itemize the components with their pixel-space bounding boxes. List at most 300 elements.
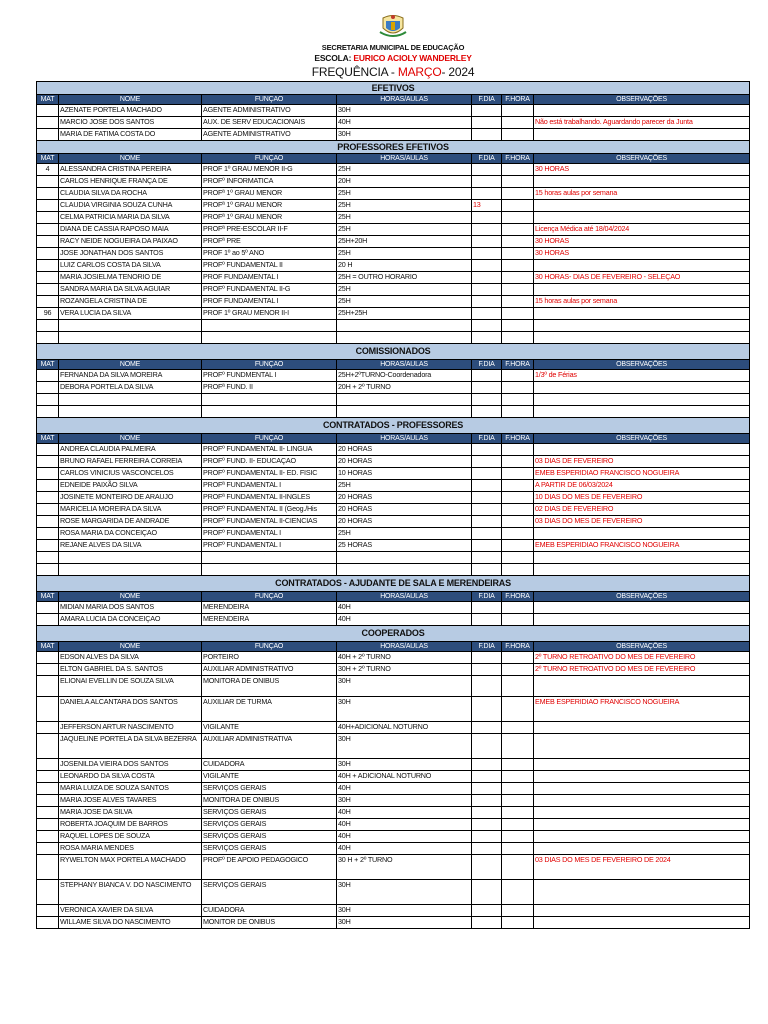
- cell-fhora: [502, 614, 534, 626]
- cell-fdia: [472, 370, 502, 382]
- cell-funcao: PROFº FUNDMENTAL I: [202, 370, 337, 382]
- column-header-nome: NOME: [59, 95, 202, 105]
- cell-fhora: [502, 370, 534, 382]
- column-header-obs: OBSERVAÇÕES: [534, 95, 750, 105]
- cell-nome: JEFFERSON ARTUR NASCIMENTO: [59, 722, 202, 734]
- cell-obs: 15 horas aulas por semana: [534, 188, 750, 200]
- cell-funcao: [202, 552, 337, 564]
- cell-mat: [37, 406, 59, 418]
- cell-horas: 25H: [337, 480, 472, 492]
- cell-fdia: [472, 212, 502, 224]
- cell-fhora: [502, 129, 534, 141]
- cell-fhora: [502, 516, 534, 528]
- column-header-row: [37, 592, 750, 602]
- cell-fhora: [502, 492, 534, 504]
- column-header-row: [37, 642, 750, 652]
- column-header-mat: MAT: [37, 592, 59, 602]
- cell-fhora: [502, 332, 534, 344]
- cell-horas: [337, 320, 472, 332]
- cell-fhora: [502, 795, 534, 807]
- cell-nome: LUIZ CARLOS COSTA DA SILVA: [59, 260, 202, 272]
- cell-funcao: PROFº FUNDAMENTAL I: [202, 540, 337, 552]
- cell-horas: 20 HORAS: [337, 516, 472, 528]
- cell-obs: [534, 394, 750, 406]
- cell-mat: [37, 880, 59, 905]
- cell-horas: 40H + 2º TURNO: [337, 652, 472, 664]
- cell-fhora: [502, 676, 534, 697]
- column-header-mat: MAT: [37, 360, 59, 370]
- cell-funcao: PROFº DE APOIO PEDAGOGICO: [202, 855, 337, 880]
- table-row: [37, 614, 750, 626]
- section-title-row: [37, 626, 750, 642]
- column-header-nome: NOME: [59, 154, 202, 164]
- cell-funcao: PROFº FUNDAMENTAL II: [202, 260, 337, 272]
- cell-horas: [337, 552, 472, 564]
- cell-mat: [37, 602, 59, 614]
- section-title: EFETIVOS: [37, 82, 750, 95]
- column-header-fhora: F.HORA: [502, 642, 534, 652]
- cell-fdia: [472, 759, 502, 771]
- cell-nome: VERA LUCIA DA SILVA: [59, 308, 202, 320]
- cell-nome: ANDREA CLAUDIA PALMEIRA: [59, 444, 202, 456]
- cell-horas: 40H+ADICIONAL NOTURNO: [337, 722, 472, 734]
- cell-fdia: [472, 117, 502, 129]
- cell-fdia: [472, 676, 502, 697]
- cell-fhora: [502, 164, 534, 176]
- cell-fhora: [502, 212, 534, 224]
- cell-obs: [534, 759, 750, 771]
- table-row: [37, 320, 750, 332]
- column-header-nome: NOME: [59, 360, 202, 370]
- cell-fdia: [472, 406, 502, 418]
- cell-fhora: [502, 855, 534, 880]
- cell-horas: 20 H: [337, 260, 472, 272]
- cell-funcao: PROFº FUNDAMENTAL II-G: [202, 284, 337, 296]
- cell-horas: [337, 406, 472, 418]
- cell-mat: [37, 284, 59, 296]
- cell-funcao: [202, 320, 337, 332]
- cell-fdia: [472, 783, 502, 795]
- cell-mat: [37, 444, 59, 456]
- cell-obs: [534, 602, 750, 614]
- cell-obs: A PARTIR DE 06/03/2024: [534, 480, 750, 492]
- cell-nome: DEBORA PORTELA DA SILVA: [59, 382, 202, 394]
- cell-horas: 30 H + 2º TURNO: [337, 855, 472, 880]
- cell-fdia: [472, 176, 502, 188]
- column-header-fdia: F.DIA: [472, 642, 502, 652]
- cell-fdia: [472, 652, 502, 664]
- cell-horas: 40H: [337, 117, 472, 129]
- cell-horas: 40H + ADICIONAL NOTURNO: [337, 771, 472, 783]
- cell-funcao: PROFº INFORMATICA: [202, 176, 337, 188]
- attendance-sheet: [36, 14, 749, 929]
- cell-fdia: [472, 468, 502, 480]
- cell-funcao: PROFº FUNDAMENTAL II (Geog./His: [202, 504, 337, 516]
- column-header-fdia: F.DIA: [472, 360, 502, 370]
- cell-obs: [534, 332, 750, 344]
- cell-funcao: PROFª FUNDAMENTAL I: [202, 480, 337, 492]
- cell-fhora: [502, 468, 534, 480]
- cell-fhora: [502, 284, 534, 296]
- table-row: [37, 468, 750, 480]
- cell-funcao: [202, 406, 337, 418]
- cell-fdia: [472, 540, 502, 552]
- cell-funcao: PROFª 1º GRAU MENOR: [202, 212, 337, 224]
- frequency-table: [36, 14, 750, 929]
- cell-mat: [37, 540, 59, 552]
- column-header-obs: OBSERVAÇÕES: [534, 642, 750, 652]
- cell-fhora: [502, 480, 534, 492]
- table-row: [37, 212, 750, 224]
- cell-funcao: PROFª FUNDAMENTAL II-INGLES: [202, 492, 337, 504]
- table-row: [37, 652, 750, 664]
- cell-obs: [534, 260, 750, 272]
- section-title: PROFESSORES EFETIVOS: [37, 141, 750, 154]
- cell-horas: [337, 564, 472, 576]
- cell-funcao: [202, 394, 337, 406]
- cell-fhora: [502, 652, 534, 664]
- column-header-horas: HORAS/AULAS: [337, 642, 472, 652]
- cell-mat: [37, 676, 59, 697]
- cell-fdia: 13: [472, 200, 502, 212]
- cell-obs: [534, 831, 750, 843]
- cell-fhora: [502, 200, 534, 212]
- table-row: [37, 105, 750, 117]
- cell-funcao: SERVIÇOS GERAIS: [202, 783, 337, 795]
- cell-mat: [37, 176, 59, 188]
- cell-fdia: [472, 382, 502, 394]
- cell-obs: [534, 905, 750, 917]
- cell-horas: 25H+20H: [337, 236, 472, 248]
- cell-horas: 25H: [337, 188, 472, 200]
- column-header-funcao: FUNÇAO: [202, 434, 337, 444]
- cell-obs: 03 DIAS DO MES DE FEVEREIRO DE 2024: [534, 855, 750, 880]
- cell-horas: 25H: [337, 248, 472, 260]
- cell-obs: EMEB ESPERIDIAO FRANCISCO NOGUEIRA: [534, 540, 750, 552]
- cell-fdia: [472, 831, 502, 843]
- cell-funcao: AUXILIAR DE TURMA: [202, 697, 337, 722]
- cell-funcao: AUXILIAR ADMINISTRATIVA: [202, 734, 337, 759]
- cell-nome: AZENATE PORTELA MACHADO: [59, 105, 202, 117]
- cell-fhora: [502, 406, 534, 418]
- cell-fdia: [472, 105, 502, 117]
- table-row: [37, 831, 750, 843]
- cell-fdia: [472, 444, 502, 456]
- cell-fhora: [502, 272, 534, 284]
- cell-fdia: [472, 164, 502, 176]
- cell-funcao: VIGILANTE: [202, 722, 337, 734]
- cell-funcao: [202, 332, 337, 344]
- cell-obs: 30 HORAS- DIAS DE FEVEREIRO - SELEÇAO: [534, 272, 750, 284]
- cell-fdia: [472, 664, 502, 676]
- cell-horas: 40H: [337, 819, 472, 831]
- table-row: [37, 905, 750, 917]
- column-header-row: [37, 434, 750, 444]
- cell-obs: 15 horas aulas por semana: [534, 296, 750, 308]
- section-title-row: [37, 82, 750, 95]
- cell-funcao: PROFª PRE: [202, 236, 337, 248]
- column-header-funcao: FUNÇAO: [202, 360, 337, 370]
- secretaria-title: SECRETARIA MUNICIPAL DE EDUCAÇÃO: [321, 43, 465, 52]
- cell-horas: 25 HORAS: [337, 540, 472, 552]
- cell-mat: [37, 652, 59, 664]
- cell-funcao: VIGILANTE: [202, 771, 337, 783]
- cell-funcao: SERVIÇOS GERAIS: [202, 880, 337, 905]
- column-header-nome: NOME: [59, 434, 202, 444]
- cell-nome: EDSON ALVES DA SILVA: [59, 652, 202, 664]
- cell-horas: 25H: [337, 164, 472, 176]
- column-header-obs: OBSERVAÇÕES: [534, 592, 750, 602]
- cell-horas: 30H: [337, 795, 472, 807]
- section-title: CONTRATADOS - AJUDANTE DE SALA E MERENDEIRAS: [37, 576, 750, 592]
- cell-nome: ROZANGELA CRISTINA DE: [59, 296, 202, 308]
- cell-obs: [534, 734, 750, 759]
- cell-mat: [37, 456, 59, 468]
- cell-mat: [37, 843, 59, 855]
- cell-mat: [37, 492, 59, 504]
- cell-horas: 40H: [337, 602, 472, 614]
- section-title-row: [37, 141, 750, 154]
- cell-obs: [534, 807, 750, 819]
- column-header-fdia: F.DIA: [472, 95, 502, 105]
- cell-obs: [534, 795, 750, 807]
- cell-nome: SANDRA MARIA DA SILVA AGUIAR: [59, 284, 202, 296]
- cell-nome: JOSINETE MONTEIRO DE ARAUJO: [59, 492, 202, 504]
- cell-funcao: MONITORA DE ONIBUS: [202, 795, 337, 807]
- cell-fhora: [502, 188, 534, 200]
- cell-fhora: [502, 807, 534, 819]
- table-row: [37, 272, 750, 284]
- cell-nome: JOSENILDA VIEIRA DOS SANTOS: [59, 759, 202, 771]
- cell-nome: CLAUDIA SILVA DA ROCHA: [59, 188, 202, 200]
- cell-fdia: [472, 614, 502, 626]
- cell-nome: EDNEIDE PAIXÃO SILVA: [59, 480, 202, 492]
- cell-obs: [534, 676, 750, 697]
- table-row: [37, 284, 750, 296]
- cell-fhora: [502, 819, 534, 831]
- cell-fdia: [472, 819, 502, 831]
- cell-mat: [37, 200, 59, 212]
- table-row: [37, 308, 750, 320]
- cell-mat: [37, 807, 59, 819]
- cell-mat: [37, 528, 59, 540]
- table-row: [37, 843, 750, 855]
- table-row: [37, 480, 750, 492]
- cell-mat: [37, 564, 59, 576]
- cell-fdia: [472, 855, 502, 880]
- column-header-horas: HORAS/AULAS: [337, 592, 472, 602]
- cell-horas: [337, 394, 472, 406]
- cell-funcao: CUIDADORA: [202, 905, 337, 917]
- cell-fdia: [472, 320, 502, 332]
- cell-mat: [37, 260, 59, 272]
- cell-funcao: MONITOR DE ONIBUS: [202, 917, 337, 929]
- cell-funcao: PROF FUNDAMENTAL I: [202, 272, 337, 284]
- cell-fhora: [502, 528, 534, 540]
- cell-horas: 20H: [337, 176, 472, 188]
- table-row: [37, 236, 750, 248]
- cell-funcao: SERVIÇOS GERAIS: [202, 831, 337, 843]
- table-row: [37, 552, 750, 564]
- cell-mat: [37, 504, 59, 516]
- cell-obs: [534, 105, 750, 117]
- cell-obs: 30 HORAS: [534, 236, 750, 248]
- column-header-fdia: F.DIA: [472, 592, 502, 602]
- cell-mat: [37, 917, 59, 929]
- cell-nome: CELMA PATRICIA MARIA DA SILVA: [59, 212, 202, 224]
- cell-funcao: PROFª 1º GRAU MENOR: [202, 200, 337, 212]
- column-header-nome: NOME: [59, 592, 202, 602]
- cell-obs: [534, 382, 750, 394]
- cell-mat: [37, 105, 59, 117]
- cell-obs: [534, 564, 750, 576]
- cell-fdia: [472, 129, 502, 141]
- cell-nome: MARIA JOSE DA SILVA: [59, 807, 202, 819]
- cell-funcao: PROFª FUND. II: [202, 382, 337, 394]
- cell-mat: [37, 795, 59, 807]
- cell-nome: REJANE ALVES DA SILVA: [59, 540, 202, 552]
- cell-fhora: [502, 564, 534, 576]
- cell-fdia: [472, 528, 502, 540]
- table-row: [37, 406, 750, 418]
- cell-obs: [534, 917, 750, 929]
- table-row: [37, 164, 750, 176]
- cell-fhora: [502, 771, 534, 783]
- cell-nome: MIDIAN MARIA DOS SANTOS: [59, 602, 202, 614]
- table-row: [37, 456, 750, 468]
- cell-nome: [59, 406, 202, 418]
- coat-of-arms-icon: [378, 14, 408, 40]
- cell-mat: [37, 394, 59, 406]
- cell-mat: [37, 552, 59, 564]
- cell-horas: 20 HORAS: [337, 444, 472, 456]
- section-title-row: [37, 576, 750, 592]
- table-row: [37, 394, 750, 406]
- cell-fdia: [472, 332, 502, 344]
- cell-funcao: AGENTE ADMINISTRATIVO: [202, 129, 337, 141]
- cell-mat: [37, 117, 59, 129]
- cell-horas: 25H: [337, 224, 472, 236]
- cell-nome: MARIA JOSE ALVES TAVARES: [59, 795, 202, 807]
- cell-fhora: [502, 831, 534, 843]
- cell-fhora: [502, 880, 534, 905]
- cell-horas: 30H: [337, 880, 472, 905]
- cell-obs: 30 HORAS: [534, 164, 750, 176]
- cell-fdia: [472, 905, 502, 917]
- cell-obs: [534, 176, 750, 188]
- cell-nome: MARCIO JOSE DOS SANTOS: [59, 117, 202, 129]
- cell-nome: ROSE MARGARIDA DE ANDRADE: [59, 516, 202, 528]
- table-row: [37, 771, 750, 783]
- cell-nome: [59, 552, 202, 564]
- cell-funcao: SERVIÇOS GERAIS: [202, 843, 337, 855]
- cell-fhora: [502, 320, 534, 332]
- cell-mat: [37, 831, 59, 843]
- cell-mat: [37, 664, 59, 676]
- cell-horas: 25H+25H: [337, 308, 472, 320]
- cell-fdia: [472, 516, 502, 528]
- section-title: COOPERADOS: [37, 626, 750, 642]
- page-title: FREQUÊNCIA - MARÇO- 2024: [311, 65, 475, 79]
- column-header-fdia: F.DIA: [472, 154, 502, 164]
- table-row: [37, 248, 750, 260]
- table-row: [37, 855, 750, 880]
- cell-fhora: [502, 176, 534, 188]
- column-header-row: [37, 154, 750, 164]
- cell-obs: 03 DIAS DE FEVEREIRO: [534, 456, 750, 468]
- cell-fhora: [502, 248, 534, 260]
- cell-obs: Licença Médica até 18/04/2024: [534, 224, 750, 236]
- cell-fhora: [502, 843, 534, 855]
- cell-nome: RAQUEL LOPES DE SOUZA: [59, 831, 202, 843]
- table-row: [37, 117, 750, 129]
- cell-horas: 20H + 2º TURNO: [337, 382, 472, 394]
- cell-mat: [37, 382, 59, 394]
- cell-horas: 30H: [337, 105, 472, 117]
- cell-horas: 25H: [337, 212, 472, 224]
- table-row: [37, 504, 750, 516]
- cell-mat: [37, 188, 59, 200]
- cell-fhora: [502, 783, 534, 795]
- cell-horas: 30H: [337, 917, 472, 929]
- cell-nome: RACY NEIDE NOGUEIRA DA PAIXAO: [59, 236, 202, 248]
- column-header-row: [37, 95, 750, 105]
- column-header-horas: HORAS/AULAS: [337, 95, 472, 105]
- cell-fdia: [472, 236, 502, 248]
- cell-horas: 30H: [337, 697, 472, 722]
- cell-fdia: [472, 492, 502, 504]
- cell-fdia: [472, 260, 502, 272]
- cell-fdia: [472, 795, 502, 807]
- cell-nome: BRUNO RAFAEL FERREIRA CORREIA: [59, 456, 202, 468]
- logo-cell: [37, 14, 750, 43]
- cell-mat: [37, 332, 59, 344]
- cell-horas: 40H: [337, 843, 472, 855]
- cell-mat: [37, 370, 59, 382]
- cell-mat: [37, 320, 59, 332]
- column-header-row: [37, 360, 750, 370]
- cell-fdia: [472, 456, 502, 468]
- cell-obs: [534, 129, 750, 141]
- column-header-funcao: FUNÇAO: [202, 154, 337, 164]
- cell-nome: ELTON GABRIEL DA S. SANTOS: [59, 664, 202, 676]
- cell-horas: 25H: [337, 200, 472, 212]
- cell-horas: 30H: [337, 129, 472, 141]
- cell-obs: Não está trabalhando. Aguardando parecer da Junta: [534, 117, 750, 129]
- column-header-fhora: F.HORA: [502, 360, 534, 370]
- cell-fhora: [502, 697, 534, 722]
- cell-fdia: [472, 734, 502, 759]
- table-row: [37, 917, 750, 929]
- cell-obs: 2º TURNO RETROATIVO DO MES DE FEVEREIRO: [534, 652, 750, 664]
- cell-mat: [37, 480, 59, 492]
- cell-funcao: PROFº FUNDAMENTAL II- ED. FISIC: [202, 468, 337, 480]
- cell-horas: 40H: [337, 614, 472, 626]
- cell-mat: [37, 296, 59, 308]
- cell-funcao: PROFº FUNDAMENTAL II- LINGUA: [202, 444, 337, 456]
- cell-nome: AMARA LUCIA DA CONCEIÇAO: [59, 614, 202, 626]
- cell-fhora: [502, 382, 534, 394]
- cell-fhora: [502, 308, 534, 320]
- column-header-fhora: F.HORA: [502, 434, 534, 444]
- cell-obs: [534, 783, 750, 795]
- cell-fdia: [472, 552, 502, 564]
- column-header-funcao: FUNÇAO: [202, 95, 337, 105]
- section-title-row: [37, 344, 750, 360]
- cell-nome: WILLAME SILVA DO NASCIMENTO: [59, 917, 202, 929]
- section-title: COMISSIONADOS: [37, 344, 750, 360]
- column-header-horas: HORAS/AULAS: [337, 434, 472, 444]
